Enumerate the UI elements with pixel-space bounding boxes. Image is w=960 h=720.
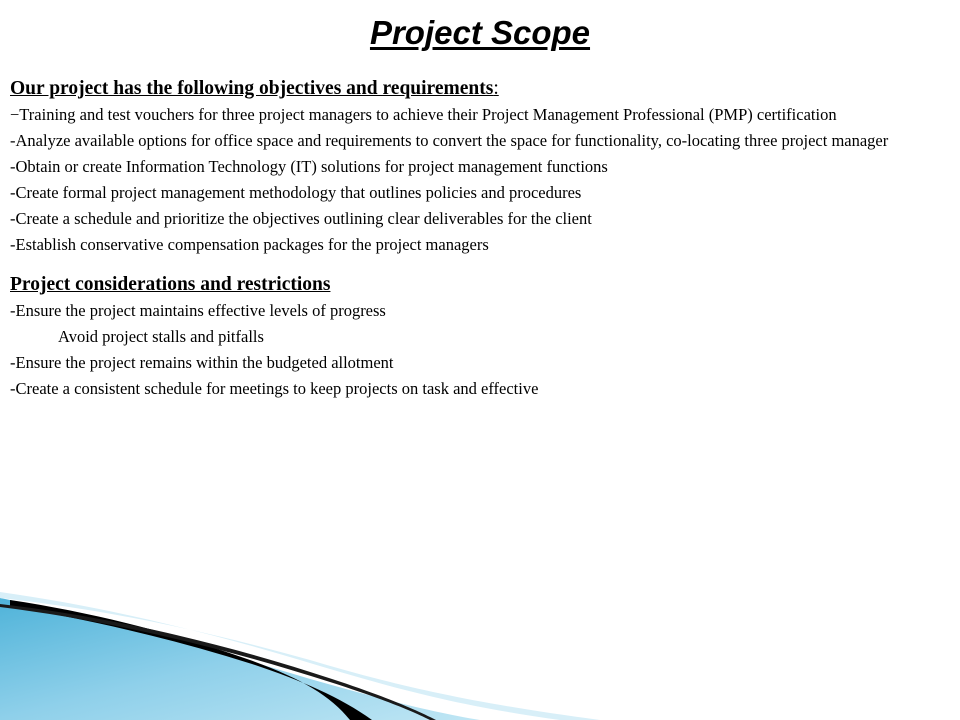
swoosh-light-band bbox=[0, 592, 600, 720]
slide-body bbox=[10, 76, 915, 402]
objective-item-1: −Training and test vouchers for three project managers to achieve their Project Management Professional (PMP) certification bbox=[10, 105, 837, 124]
swoosh-thin-line bbox=[0, 604, 436, 720]
objectives-heading-colon: : bbox=[493, 78, 499, 99]
objectives-heading bbox=[10, 76, 915, 102]
consideration-item-1: -Ensure the project maintains effective levels of progress bbox=[10, 301, 386, 320]
swoosh-blue-band bbox=[0, 598, 480, 720]
swoosh-dark-stripe bbox=[10, 600, 372, 720]
objective-item-6: -Establish conservative compensation packages for the project managers bbox=[10, 235, 489, 254]
consideration-item-3: -Create a consistent schedule for meetings to keep projects on task and effective bbox=[10, 379, 539, 398]
objective-item-5: -Create a schedule and prioritize the objectives outlining clear deliverables for the client bbox=[10, 209, 592, 228]
slide-title: Project Scope bbox=[369, 14, 591, 51]
considerations-heading: Project considerations and restrictions bbox=[10, 274, 331, 295]
objectives-heading-text: Our project has the following objectives and requirements bbox=[10, 78, 494, 99]
objective-item-2: -Analyze available options for office space and requirements to convert the space for functionality, co-locating three project manager bbox=[10, 131, 889, 150]
objective-item-4: -Create formal project management methodology that outlines policies and procedures bbox=[10, 183, 582, 202]
consideration-subitem: Avoid project stalls and pitfalls bbox=[58, 327, 264, 346]
consideration-item-2: -Ensure the project remains within the budgeted allotment bbox=[10, 353, 394, 372]
objective-item-3: -Obtain or create Information Technology (IT) solutions for project management functions bbox=[10, 157, 608, 176]
section-spacer bbox=[10, 258, 915, 272]
